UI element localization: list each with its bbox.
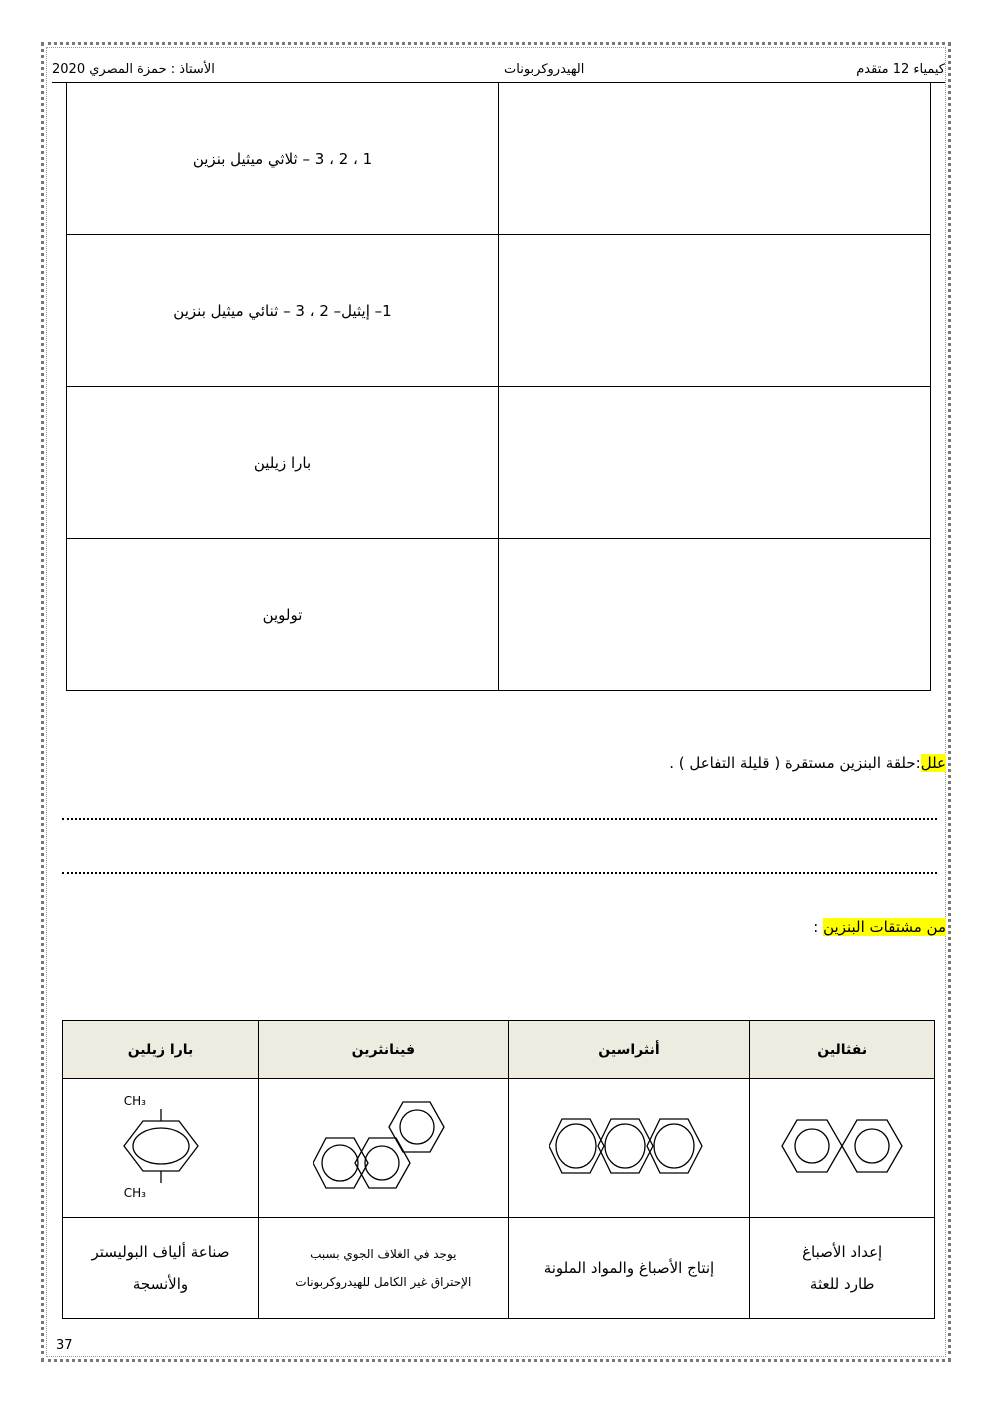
name-cell: بارا زيلين: [67, 387, 499, 539]
use-line: إعداد الأصباغ: [802, 1243, 883, 1261]
naphthalene-diagram: [777, 1106, 907, 1186]
structures-row: [63, 1079, 935, 1218]
page-number: 37: [56, 1338, 73, 1353]
name-cell: 1 ، 2 ، 3 – ثلاثي ميثيل بنزين: [67, 83, 499, 235]
header-topic: الهيدروكربونات: [504, 62, 585, 77]
header-naphthalene: نفثالين: [750, 1021, 935, 1079]
structure-answer-cell[interactable]: [499, 235, 931, 387]
header-para-xylene: بارا زيلين: [63, 1021, 259, 1079]
names-table: [66, 82, 931, 691]
question-explain: [669, 754, 946, 772]
para-xylene-structure: [63, 1079, 259, 1218]
derivatives-heading: [813, 918, 946, 936]
use-line: الإحتراق غير الكامل للهيدروكربونات: [295, 1275, 472, 1289]
naphthalene-uses: [750, 1218, 935, 1319]
structure-answer-cell[interactable]: [499, 387, 931, 539]
header-teacher: الأستاذ : حمزة المصري 2020: [52, 62, 215, 77]
ch3-top-label: CH₃: [123, 1094, 146, 1108]
phenanthrene-structure: [259, 1079, 509, 1218]
page-header: [52, 60, 945, 83]
anthracene-structure: [508, 1079, 750, 1218]
use-line: يوجد في الغلاف الجوي بسبب: [310, 1247, 457, 1261]
question-label: علل: [920, 754, 946, 772]
derivatives-label: من مشتقات البنزين: [823, 918, 946, 936]
header-anthracene: أنثراسين: [508, 1021, 750, 1079]
structure-answer-cell[interactable]: [499, 539, 931, 691]
derivatives-table: [62, 1020, 935, 1319]
question-text: :حلقة البنزين مستقرة ( قليلة التفاعل ) .: [669, 754, 921, 772]
use-line: صناعة ألياف البوليستر: [91, 1243, 230, 1261]
header-phenanthrene: فينانثرين: [259, 1021, 509, 1079]
use-line: والأنسجة: [132, 1275, 189, 1293]
header-course: كيمياء 12 متقدم: [856, 62, 945, 77]
anthracene-uses: [508, 1218, 750, 1319]
anthracene-diagram: [549, 1101, 709, 1191]
table-row: [67, 235, 931, 387]
use-line: طارد للعثة: [809, 1275, 875, 1293]
table-row: [67, 539, 931, 691]
phenanthrene-diagram: [313, 1091, 453, 1201]
structure-answer-cell[interactable]: [499, 83, 931, 235]
table-row: [67, 387, 931, 539]
para-xylene-uses: [63, 1218, 259, 1319]
name-cell: 1– إيثيل– 2 ، 3 – ثنائي ميثيل بنزين: [67, 235, 499, 387]
name-cell: تولوين: [67, 539, 499, 691]
para-xylene-diagram: [106, 1091, 216, 1201]
answer-line[interactable]: [62, 818, 937, 820]
uses-row: [63, 1218, 935, 1319]
phenanthrene-uses: [259, 1218, 509, 1319]
answer-line[interactable]: [62, 872, 937, 874]
table-header-row: [63, 1021, 935, 1079]
use-line: إنتاج الأصباغ والمواد الملونة: [543, 1259, 715, 1277]
table-row: [67, 83, 931, 235]
naphthalene-structure: [750, 1079, 935, 1218]
ch3-bottom-label: CH₃: [123, 1186, 146, 1200]
derivatives-colon: :: [813, 918, 824, 936]
